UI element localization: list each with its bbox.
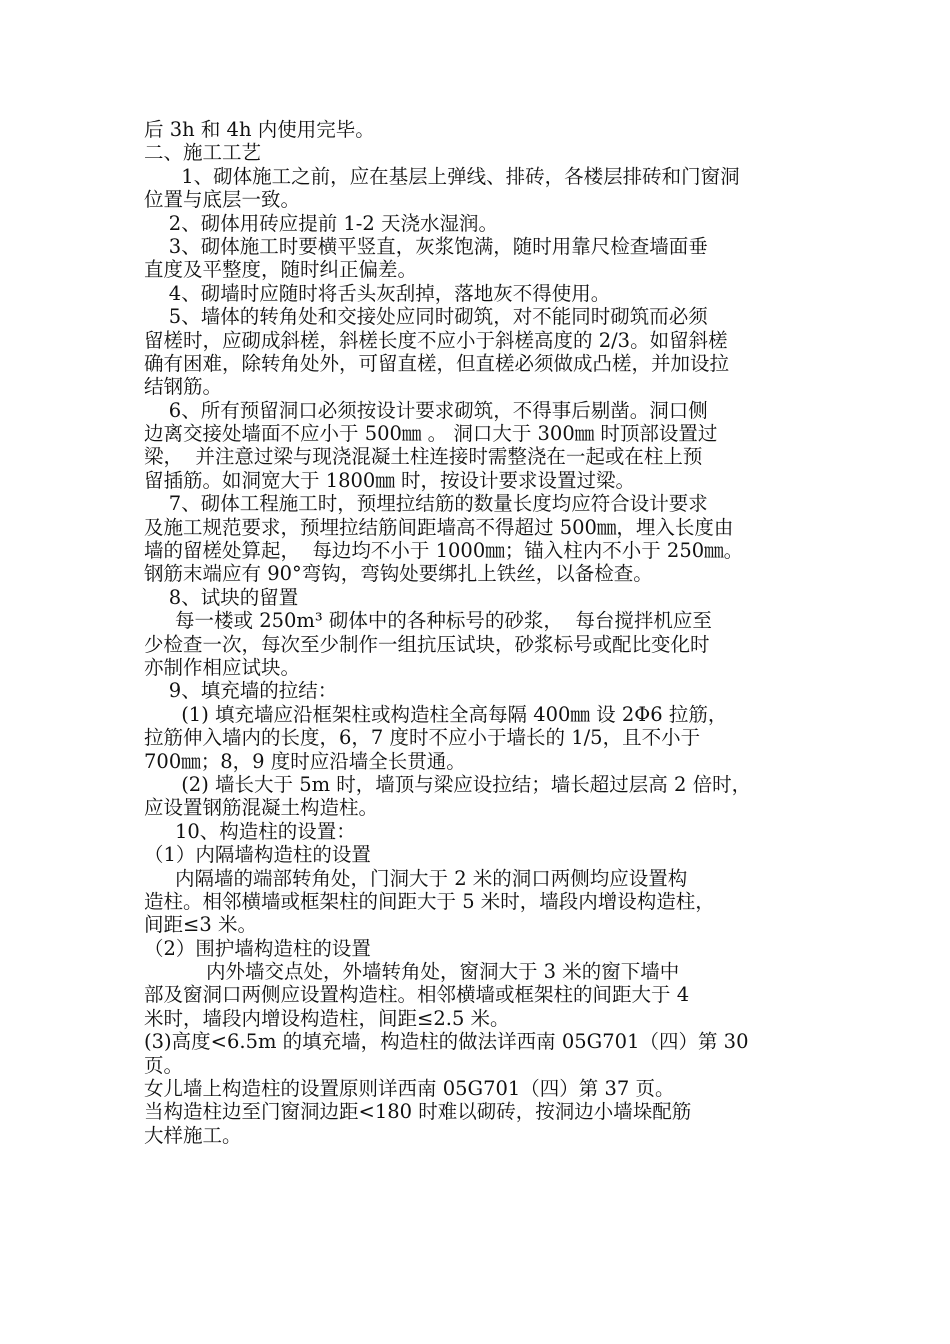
text-line: 1、砌体施工之前，应在基层上弹线、排砖，各楼层排砖和门窗洞 [144,164,740,188]
text-line: 10、构造柱的设置： [144,819,356,843]
text-line: 每一楼或 250m³ 砌体中的各种标号的砂浆， 每台搅拌机应至 [144,609,712,633]
text-line: 间距≤3 米。 [144,913,257,937]
text-line: 结钢筋。 [144,375,223,399]
text-line: 拉筋伸入墙内的长度，6，7 度时不应小于墙长的 1/5，且不小于 [144,726,701,750]
text-line: 及施工规范要求，预埋拉结筋间距墙高不得超过 500㎜，埋入长度由 [144,515,734,539]
text-line: 造柱。相邻横墙或框架柱的间距大于 5 米时，墙段内增设构造柱， [144,889,715,913]
text-line: 亦制作相应试块。 [144,655,301,679]
text-line: 米时，墙段内增设构造柱，间距≤2.5 米。 [144,1006,510,1030]
text-line: (2) 墙长大于 5m 时，墙顶与梁应设拉结；墙长超过层高 2 倍时， [144,772,752,796]
text-line: 留插筋。如洞宽大于 1800㎜ 时，按设计要求设置过梁。 [144,468,636,492]
text-line: 位置与底层一致。 [144,188,301,212]
text-line: （2）围护墙构造柱的设置 [144,936,371,960]
text-line: 后 3h 和 4h 内使用完毕。 [144,118,375,141]
text-line: (1) 填充墙应沿框架柱或构造柱全高每隔 400㎜ 设 2Φ6 拉筋， [144,702,728,726]
text-line: 大样施工。 [144,1123,242,1147]
text-line: 少检查一次，每次至少制作一组抗压试块，砂浆标号或配比变化时 [144,632,710,656]
text-line: 4、砌墙时应随时将舌头灰刮掉，落地灰不得使用。 [144,281,611,305]
text-line: 8、试块的留置 [144,585,299,609]
text-line: 7、砌体工程施工时，预埋拉结筋的数量长度均应符合设计要求 [144,492,708,516]
text-line: 钢筋末端应有 90°弯钩，弯钩处要绑扎上铁丝，以备检查。 [144,562,653,586]
text-line: 2、砌体用砖应提前 1-2 天浇水湿润。 [144,211,498,235]
body-text [144,118,812,1147]
text-line: （1）内隔墙构造柱的设置 [144,843,371,867]
text-line: 应设置钢筋混凝土构造柱。 [144,796,379,820]
text-line: 页。 [144,1053,184,1077]
text-line: 直度及平整度，随时纠正偏差。 [144,258,418,282]
text-line: (3)高度<6.5m 的填充墙，构造柱的做法详西南 05G701（四）第 30 [144,1030,749,1054]
text-line: 6、所有预留洞口必须按设计要求砌筑，不得事后剔凿。洞口侧 [144,398,708,422]
text-line: 女儿墙上构造柱的设置原则详西南 05G701（四）第 37 页。 [144,1077,675,1101]
text-line: 3、砌体施工时要横平竖直，灰浆饱满，随时用靠尺检查墙面垂 [144,234,708,258]
text-line: 二、施工工艺 [144,141,262,165]
text-line: 墙的留槎处算起， 每边均不小于 1000㎜；锚入柱内不小于 250㎜。 [144,539,744,563]
text-line: 留槎时，应砌成斜槎，斜槎长度不应小于斜槎高度的 2/3。如留斜槎 [144,328,728,352]
text-line: 梁， 并注意过梁与现浇混凝土柱连接时需整浇在一起或在柱上预 [144,445,703,469]
text-line: 确有困难，除转角处外，可留直槎，但直槎必须做成凸槎，并加设拉 [144,351,730,375]
text-line: 当构造柱边至门窗洞边距<180 时难以砌砖，按洞边小墙垛配筋 [144,1100,692,1124]
text-line: 边离交接处墙面不应小于 500㎜ 。 洞口大于 300㎜ 时顶部设置过 [144,422,718,446]
text-line: 9、填充墙的拉结： [144,679,338,703]
text-line: 内外墙交点处，外墙转角处，窗洞大于 3 米的窗下墙中 [144,960,680,984]
text-line: 700㎜；8，9 度时应沿墙全长贯通。 [144,749,466,773]
text-line: 部及窗洞口两侧应设置构造柱。相邻横墙或框架柱的间距大于 4 [144,983,690,1007]
text-line: 内隔墙的端部转角处，门洞大于 2 米的洞口两侧均应设置构 [144,866,688,890]
text-line: 5、墙体的转角处和交接处应同时砌筑，对不能同时砌筑而必须 [144,305,708,329]
